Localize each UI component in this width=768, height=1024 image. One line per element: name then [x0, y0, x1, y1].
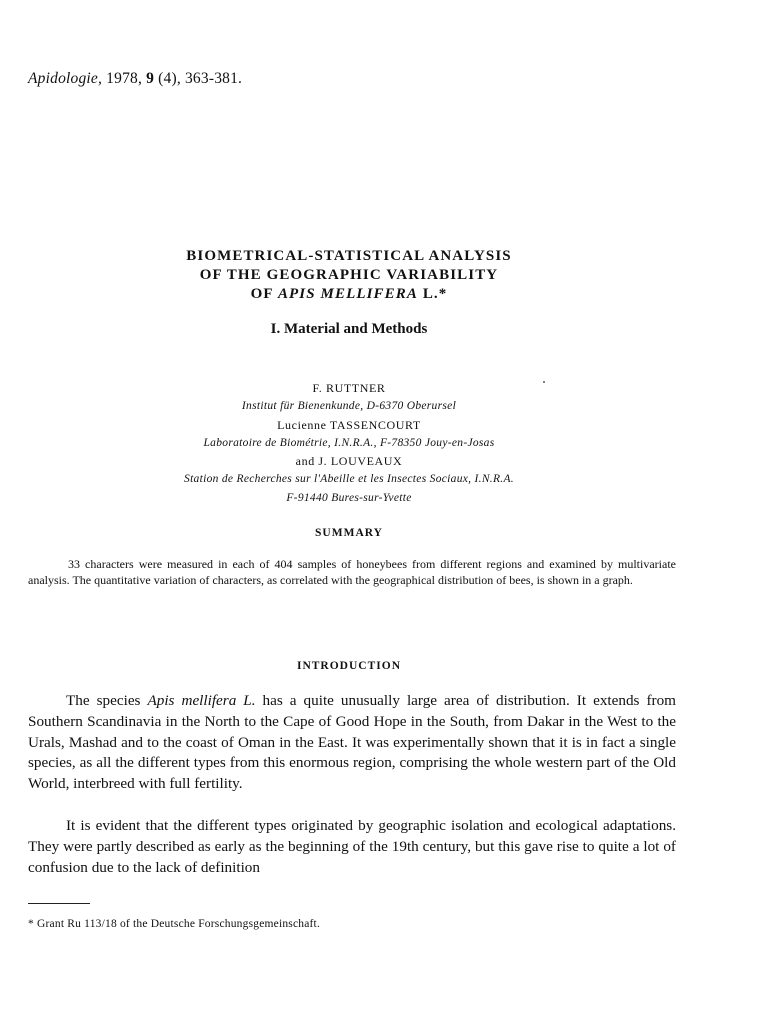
p1-text-after: has a quite unusually large area of distribution. It extends from Southern Scandinavia in the North to the Cape of Good Hope in the South, from Dakar in the West to the Urals, Mashad and to the coast of Oman in the East. It was experimentally shown that it is in fact a single species, as all the different types from this enormous region, comprising the whole western part of the Old World, interbreed with full fertility.: [28, 692, 676, 793]
affiliation-oberursel: Institut für Bienenkunde, D-6370 Oberursel: [241, 400, 457, 413]
scan-speck: [543, 381, 545, 383]
paper-subtitle: I. Material and Methods: [270, 321, 428, 337]
title-line-2: OF THE GEOGRAPHIC VARIABILITY: [199, 267, 499, 283]
introduction-heading: INTRODUCTION: [296, 660, 401, 672]
summary-heading: SUMMARY: [315, 527, 383, 539]
title-line-3-suffix: L.*: [417, 286, 448, 302]
p1-text-before: The species: [66, 692, 148, 709]
title-line-3: [0, 285, 698, 304]
footnote: * Grant Ru 113/18 of the Deutsche Forschungsgemeinschaft.: [28, 918, 321, 930]
author-tassencourt: Lucienne TASSENCOURT: [277, 417, 421, 432]
introduction-paragraph-1: [28, 691, 676, 795]
p1-species: Apis mellifera L.: [147, 692, 256, 709]
title-line-1: BIOMETRICAL-STATISTICAL ANALYSIS: [186, 248, 512, 264]
journal-volume: 9: [146, 70, 155, 87]
journal-citation: [28, 70, 242, 88]
summary-text: 33 characters were measured in each of 404 samples of honeybees from different regions and examined by multivariate analysis. The quantitative variation of characters, as correlated with the geographical distribution of bees, is shown in a graph.: [28, 557, 676, 587]
author-ruttner: F. RUTTNER: [312, 381, 386, 395]
title-line-3-prefix: OF: [250, 286, 278, 302]
journal-year: 1978,: [106, 70, 143, 87]
author-block: [0, 379, 698, 507]
introduction-paragraph-2: It is evident that the different types originated by geographic isolation and ecological adaptations. They were partly described as early as the beginning of the 19th century, but this gave rise to quite a lot of confusion due to the lack of definition: [28, 817, 676, 876]
affiliation-bures-line-2: F-91440 Bures-sur-Yvette: [286, 491, 412, 504]
affiliation-jouy: Laboratoire de Biométrie, I.N.R.A., F-78350 Jouy-en-Josas: [203, 436, 495, 449]
affiliation-bures-line-1: Station de Recherches sur l'Abeille et les Insectes Sociaux, I.N.R.A.: [184, 473, 514, 486]
journal-issue: (4),: [158, 70, 181, 87]
title-species: APIS MELLIFERA: [277, 286, 418, 302]
author-louveaux: and J. LOUVEAUX: [295, 454, 403, 469]
footnote-rule: [28, 903, 90, 904]
journal-pages: 363-381.: [184, 70, 243, 87]
paper-title: [0, 247, 698, 304]
journal-name: Apidologie,: [28, 70, 103, 87]
